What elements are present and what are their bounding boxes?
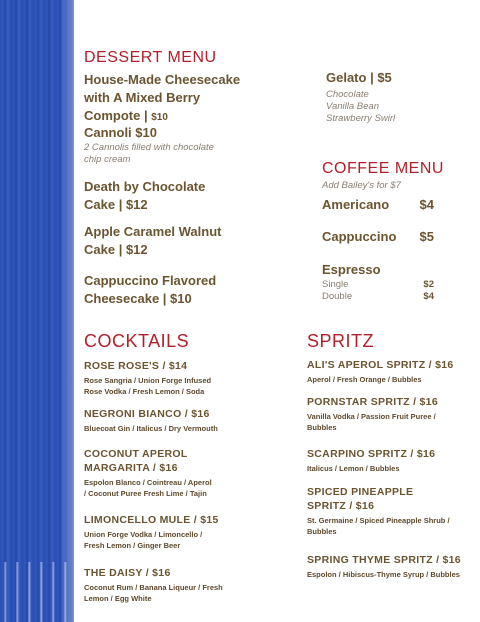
item-name: Espresso <box>322 262 381 277</box>
spritz-item <box>307 395 477 433</box>
blue-brush-stripe <box>0 0 74 622</box>
gelato-name: Gelato | $5 <box>326 70 392 85</box>
spritz-name: SCARPINO SPRITZ / $16 <box>307 448 436 460</box>
item-name-line: Apple Caramel Walnut <box>84 224 222 239</box>
dessert-item-death-by-chocolate <box>84 178 284 214</box>
spritz-description: Vanilla Vodka / Passion Fruit Puree / <box>307 412 436 421</box>
spritz-item <box>307 553 477 580</box>
item-name: Cannoli $10 <box>84 125 157 140</box>
item-price: $4 <box>419 197 434 212</box>
coffee-item-cappuccino <box>322 228 434 246</box>
spritz-item <box>307 485 477 537</box>
cocktail-item <box>84 566 284 604</box>
brush-stroke-texture <box>0 562 74 622</box>
cocktail-description: Rose Sangria / Union Forge Infused <box>84 376 212 385</box>
spritz-name: SPRITZ / $16 <box>307 500 375 512</box>
dessert-item-cappuccino-cheesecake <box>84 272 284 308</box>
item-name-line: Cake | $12 <box>84 242 148 257</box>
spritz-description: Aperol / Fresh Orange / Bubbles <box>307 375 422 384</box>
item-price: $5 <box>419 229 434 244</box>
spritz-item <box>307 358 477 385</box>
espresso-option <box>322 279 434 291</box>
item-description: chip cream <box>84 154 131 165</box>
item-name-line: Cheesecake | $10 <box>84 291 192 306</box>
cocktail-name: MARGARITA / $16 <box>84 462 178 474</box>
coffee-heading: COFFEE MENU <box>322 160 444 177</box>
spritz-description: Bubbles <box>307 527 337 536</box>
cocktail-name: THE DAISY / $16 <box>84 567 171 579</box>
option-price: $4 <box>423 291 434 302</box>
cocktail-description: Coconut Rum / Banana Liqueur / Fresh <box>84 583 223 592</box>
coffee-note: Add Bailey's for $7 <box>322 180 401 191</box>
cocktail-name: LIMONCELLO MULE / $15 <box>84 514 219 526</box>
spritz-name: SPICED PINEAPPLE <box>307 486 414 498</box>
gelato-section <box>326 69 466 125</box>
cocktail-description: Union Forge Vodka / Limoncello / <box>84 530 203 539</box>
spritz-description: St. Germaine / Spiced Pineapple Shrub / <box>307 516 450 525</box>
option-price: $2 <box>423 279 434 290</box>
item-name: Cappuccino <box>322 229 397 244</box>
coffee-item-americano <box>322 196 434 214</box>
cocktail-description: Espolon Blanco / Cointreau / Aperol <box>84 478 212 487</box>
cocktail-name: NEGRONI BIANCO / $16 <box>84 408 210 420</box>
option-label: Double <box>322 291 353 302</box>
item-name-line: Cake | $12 <box>84 197 148 212</box>
item-name-text: Compote | <box>84 108 152 123</box>
coffee-item-espresso <box>322 261 434 303</box>
item-description: 2 Cannolis filled with chocolate <box>84 142 214 153</box>
dessert-item-cheesecake <box>84 71 284 127</box>
gelato-flavor: Chocolate <box>326 89 369 100</box>
option-label: Single <box>322 279 349 290</box>
spritz-description: Espolon / Hibiscus-Thyme Syrup / Bubbles <box>307 570 460 579</box>
spritz-description: Italicus / Lemon / Bubbles <box>307 464 400 473</box>
spritz-item <box>307 447 477 474</box>
item-name-line: Death by Chocolate <box>84 179 206 194</box>
stripe-edge <box>60 0 74 622</box>
cocktail-description: Bluecoat Gin / Italicus / Dry Vermouth <box>84 424 218 433</box>
spritz-description: Bubbles <box>307 423 337 432</box>
spritz-heading: SPRITZ <box>307 331 375 351</box>
spritz-name: SPRING THYME SPRITZ / $16 <box>307 554 461 566</box>
cocktail-name: COCONUT APEROL <box>84 448 188 460</box>
cocktail-name: ROSE ROSE'S / $14 <box>84 360 188 372</box>
dessert-item-cannoli <box>84 124 284 166</box>
cocktail-item <box>84 447 284 499</box>
item-name-line: with A Mixed Berry <box>84 90 201 105</box>
cocktail-description: Rose Vodka / Fresh Lemon / Soda <box>84 387 205 396</box>
cocktail-item <box>84 359 284 397</box>
cocktail-item <box>84 513 284 551</box>
item-name: Americano <box>322 197 390 212</box>
cocktail-description: Fresh Lemon / Ginger Beer <box>84 541 181 550</box>
gelato-flavor: Strawberry Swirl <box>326 113 396 124</box>
item-price: $10 <box>151 112 168 123</box>
spritz-name: PORNSTAR SPRITZ / $16 <box>307 396 438 408</box>
espresso-option <box>322 291 434 303</box>
spritz-name: ALI'S APEROL SPRITZ / $16 <box>307 359 454 371</box>
cocktail-description: / Coconut Puree Fresh Lime / Tajin <box>84 489 207 498</box>
gelato-flavor: Vanilla Bean <box>326 101 379 112</box>
item-name-line: House-Made Cheesecake <box>84 72 241 87</box>
cocktail-description: Lemon / Egg White <box>84 594 152 603</box>
cocktail-item <box>84 407 284 434</box>
dessert-heading: DESSERT MENU <box>84 49 217 66</box>
cocktails-heading: COCKTAILS <box>84 331 190 351</box>
dessert-item-apple-caramel <box>84 223 284 259</box>
item-name-line: Cappuccino Flavored <box>84 273 217 288</box>
